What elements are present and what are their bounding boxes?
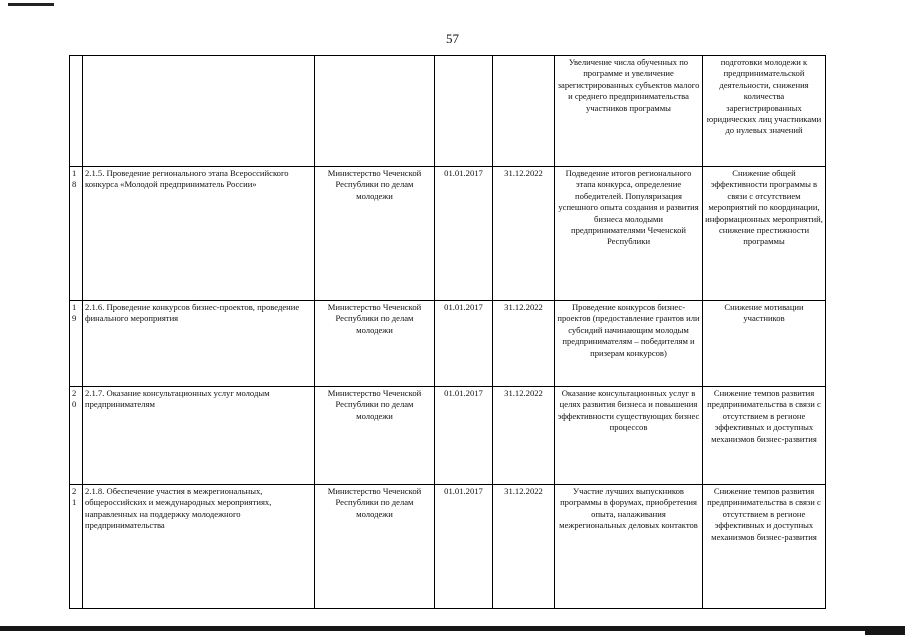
scan-bottom-border-edge <box>865 631 905 635</box>
row-number-cell <box>70 387 83 485</box>
measures-table <box>69 55 826 609</box>
row-number-cell <box>70 301 83 387</box>
table-row <box>70 387 826 485</box>
end-date-cell: 31.12.2022 <box>493 301 555 387</box>
expected-result-cell: Проведение конкурсов бизнес-проектов (предоставление грантов или субсидий начинающим молодым предпринимателям – победителям и призерам конкурсов) <box>555 301 703 387</box>
start-date-cell: 01.01.2017 <box>435 485 493 609</box>
measure-name-cell <box>83 56 315 167</box>
row-number-cell <box>70 56 83 167</box>
expected-result-cell: Участие лучших выпускников программы в форумах, приобретения опыта, налаживания межрегиональных деловых контактов <box>555 485 703 609</box>
measure-name-cell: 2.1.5. Проведение регионального этапа Всероссийского конкурса «Молодой предприниматель России» <box>83 167 315 301</box>
table-row <box>70 301 826 387</box>
end-date-cell: 31.12.2022 <box>493 485 555 609</box>
table-row <box>70 167 826 301</box>
page-number: 57 <box>446 31 459 46</box>
start-date-cell <box>435 56 493 167</box>
end-date-cell: 31.12.2022 <box>493 167 555 301</box>
table-row <box>70 485 826 609</box>
expected-result-cell: Увеличение числа обученных по программе и увеличение зарегистрированных субъектов малого и среднего предпринимательства участников программы <box>555 56 703 167</box>
measure-name-cell: 2.1.8. Обеспечение участия в межрегиональных, общероссийских и международных мероприятиях, направленных на поддержку молодежного предпринимательства <box>83 485 315 609</box>
table-row <box>70 56 826 167</box>
risk-cell: подготовки молодежи к предпринимательской деятельности, снижения количества зарегистрированных юридических лиц участниками до нулевых значений <box>703 56 826 167</box>
row-number-digit: 1 <box>72 497 77 508</box>
row-number-digit: 1 <box>72 302 77 312</box>
row-number-digit: 0 <box>72 399 77 410</box>
risk-cell: Снижение общей эффективности программы в связи с отсутствием мероприятий по координации, информационных мероприятий, снижение престижности программы <box>703 167 826 301</box>
executor-cell: Министерство Чеченской Республики по делам молодежи <box>315 301 435 387</box>
row-number-digit: 9 <box>72 313 77 324</box>
expected-result-cell: Подведение итогов регионального этапа конкурса, определение победителей. Популяризация успешного опыта создания и развития бизнеса молодыми предпринимателями Чеченской Республики <box>555 167 703 301</box>
row-number-digit: 1 <box>72 168 77 178</box>
risk-cell: Снижение темпов развития предпринимательства в связи с отсутствием в регионе эффективных и доступных механизмов бизнес-развития <box>703 485 826 609</box>
row-number-cell <box>70 485 83 609</box>
risk-cell: Снижение мотивации участников <box>703 301 826 387</box>
measure-name-cell: 2.1.7. Оказание консультационных услуг молодым предпринимателям <box>83 387 315 485</box>
scan-bottom-border <box>0 626 905 631</box>
executor-cell <box>315 56 435 167</box>
row-number-digit: 8 <box>72 179 77 190</box>
end-date-cell <box>493 56 555 167</box>
expected-result-cell: Оказание консультационных услуг в целях развития бизнеса и повышения эффективности существующих бизнес процессов <box>555 387 703 485</box>
start-date-cell: 01.01.2017 <box>435 167 493 301</box>
end-date-cell: 31.12.2022 <box>493 387 555 485</box>
row-number-digit: 2 <box>72 486 77 496</box>
executor-cell: Министерство Чеченской Республики по делам молодежи <box>315 167 435 301</box>
start-date-cell: 01.01.2017 <box>435 387 493 485</box>
row-number-digit: 2 <box>72 388 77 398</box>
row-number-cell <box>70 167 83 301</box>
executor-cell: Министерство Чеченской Республики по делам молодежи <box>315 387 435 485</box>
scan-artifact-mark <box>8 3 54 6</box>
start-date-cell: 01.01.2017 <box>435 301 493 387</box>
executor-cell: Министерство Чеченской Республики по делам молодежи <box>315 485 435 609</box>
risk-cell: Снижение темпов развития предпринимательства в связи с отсутствием в регионе эффективных и доступных механизмов бизнес-развития <box>703 387 826 485</box>
measure-name-cell: 2.1.6. Проведение конкурсов бизнес-проектов, проведение финального мероприятия <box>83 301 315 387</box>
